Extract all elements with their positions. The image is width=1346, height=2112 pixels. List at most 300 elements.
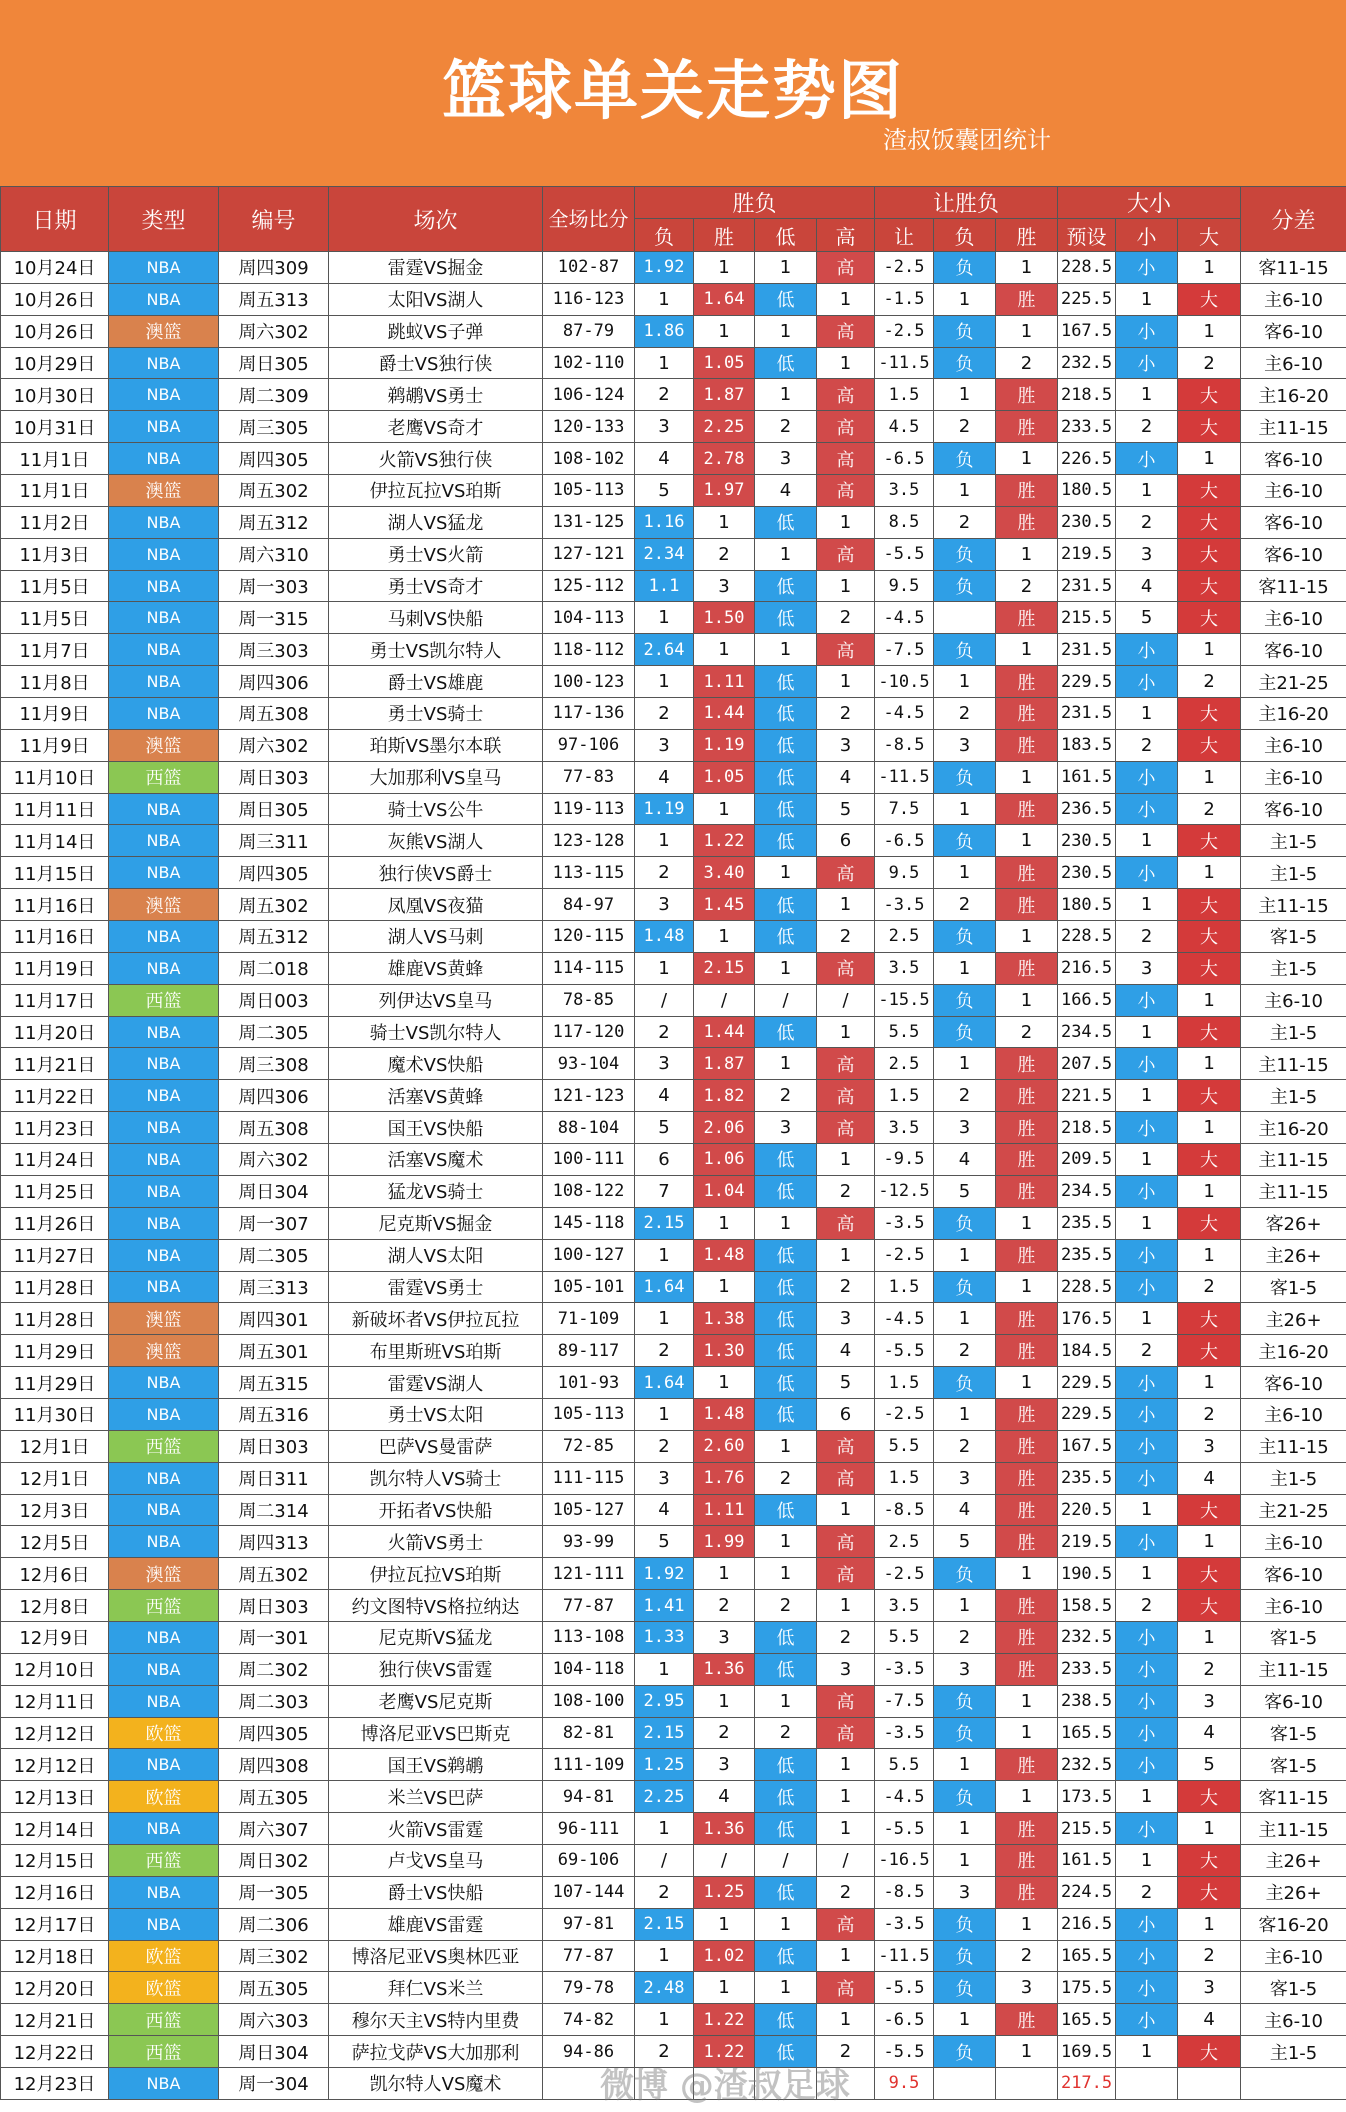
cell-low: 低 (755, 729, 817, 761)
cell-rang: 4.5 (875, 411, 934, 443)
cell-small: 小 (1116, 857, 1178, 889)
cell-small: 小 (1116, 1621, 1178, 1653)
title-banner (0, 0, 1346, 186)
cell-code: 周五308 (219, 1112, 329, 1144)
cell-match: 骑士VS凯尔特人 (329, 1016, 543, 1048)
cell-low: 1 (755, 952, 817, 984)
cell-low: 1 (755, 1972, 817, 2004)
cell-hlose: 3 (934, 1112, 996, 1144)
cell-small: 小 (1116, 1685, 1178, 1717)
cell-code: 周五312 (219, 921, 329, 953)
cell-score: 100-111 (543, 1144, 635, 1176)
cell-small: 小 (1116, 1462, 1178, 1494)
cell-big: 1 (1178, 634, 1241, 666)
cell-hwin: 胜 (996, 283, 1058, 315)
cell-type: 欧篮 (109, 1972, 219, 2004)
cell-rang: -10.5 (875, 666, 934, 698)
cell-margin: 客1-5 (1241, 1271, 1346, 1303)
cell-code: 周二303 (219, 1685, 329, 1717)
cell-high: 4 (817, 1335, 875, 1367)
cell-date: 11月11日 (1, 793, 109, 825)
cell-preset: 216.5 (1058, 1908, 1116, 1940)
cell-score: 96-111 (543, 1813, 635, 1845)
cell-small: 5 (1116, 602, 1178, 634)
table-row (1, 1749, 1346, 1781)
cell-small: 小 (1116, 2004, 1178, 2036)
cell-type: NBA (109, 698, 219, 730)
cell-high: 高 (817, 1207, 875, 1239)
table-row (1, 729, 1346, 761)
cell-date: 12月8日 (1, 1590, 109, 1622)
cell-win: 1.97 (694, 475, 755, 507)
cell-hwin: 胜 (996, 1144, 1058, 1176)
cell-small: 小 (1116, 443, 1178, 475)
cell-match: 珀斯VS墨尔本联 (329, 729, 543, 761)
cell-type: 西篮 (109, 2036, 219, 2068)
table-row (1, 666, 1346, 698)
cell-preset: 220.5 (1058, 1494, 1116, 1526)
cell-low: 低 (755, 1271, 817, 1303)
cell-code: 周一315 (219, 602, 329, 634)
cell-code: 周六310 (219, 538, 329, 570)
cell-preset: 173.5 (1058, 1781, 1116, 1813)
cell-score: 106-124 (543, 379, 635, 411)
cell-low: 低 (755, 2036, 817, 2068)
cell-match: 国王VS快船 (329, 1112, 543, 1144)
cell-score: 123-128 (543, 825, 635, 857)
cell-code: 周三313 (219, 1271, 329, 1303)
table-row (1, 761, 1346, 793)
cell-margin: 客26+ (1241, 1207, 1346, 1239)
cell-hlose: 4 (934, 1494, 996, 1526)
cell-hlose: 4 (934, 1144, 996, 1176)
cell-margin: 主6-10 (1241, 602, 1346, 634)
cell-lose: 7 (635, 1175, 694, 1207)
header-code: 编号 (219, 187, 329, 252)
cell-win: 1.76 (694, 1462, 755, 1494)
cell-match: 卢戈VS皇马 (329, 1844, 543, 1876)
cell-hlose: 3 (934, 729, 996, 761)
cell-match: 活塞VS魔术 (329, 1144, 543, 1176)
cell-margin: 客1-5 (1241, 1749, 1346, 1781)
cell-small: 小 (1116, 1940, 1178, 1972)
cell-hlose: 1 (934, 1398, 996, 1430)
cell-rang: 3.5 (875, 1112, 934, 1144)
cell-high: 高 (817, 538, 875, 570)
cell-hlose: 2 (934, 889, 996, 921)
cell-big: 大 (1178, 1781, 1241, 1813)
cell-match: 约文图特VS格拉纳达 (329, 1590, 543, 1622)
cell-code: 周日304 (219, 1175, 329, 1207)
cell-date: 11月25日 (1, 1175, 109, 1207)
cell-date: 11月20日 (1, 1016, 109, 1048)
cell-preset: 230.5 (1058, 506, 1116, 538)
cell-match: 独行侠VS雷霆 (329, 1653, 543, 1685)
cell-match: 尼克斯VS猛龙 (329, 1621, 543, 1653)
cell-big: 大 (1178, 570, 1241, 602)
cell-match: 凯尔特人VS魔术 (329, 2067, 543, 2099)
cell-preset: 232.5 (1058, 1749, 1116, 1781)
cell-match: 老鹰VS尼克斯 (329, 1685, 543, 1717)
cell-win: 1 (694, 1685, 755, 1717)
cell-date: 12月23日 (1, 2067, 109, 2099)
cell-preset: 218.5 (1058, 379, 1116, 411)
cell-code: 周一307 (219, 1207, 329, 1239)
cell-type: NBA (109, 1016, 219, 1048)
cell-lose: 1.16 (635, 506, 694, 538)
cell-score: 101-93 (543, 1367, 635, 1399)
cell-score: 84-97 (543, 889, 635, 921)
cell-date: 12月1日 (1, 1462, 109, 1494)
cell-small: 1 (1116, 1016, 1178, 1048)
cell-lose: 4 (635, 1080, 694, 1112)
cell-low: 1 (755, 634, 817, 666)
cell-big: 大 (1178, 1494, 1241, 1526)
cell-win: 4 (694, 1781, 755, 1813)
cell-date: 10月26日 (1, 315, 109, 347)
cell-type: NBA (109, 1876, 219, 1908)
cell-code: 周二306 (219, 1908, 329, 1940)
cell-type: NBA (109, 793, 219, 825)
table-row (1, 1940, 1346, 1972)
cell-big: 大 (1178, 729, 1241, 761)
cell-date: 11月23日 (1, 1112, 109, 1144)
cell-rang: -11.5 (875, 1940, 934, 1972)
cell-big: 大 (1178, 698, 1241, 730)
cell-win: 1 (694, 634, 755, 666)
cell-high: 高 (817, 1462, 875, 1494)
cell-hwin: 1 (996, 315, 1058, 347)
cell-low: 低 (755, 1239, 817, 1271)
cell-score: 120-133 (543, 411, 635, 443)
cell-margin: 客6-10 (1241, 538, 1346, 570)
cell-score: 104-118 (543, 1653, 635, 1685)
table-row (1, 1144, 1346, 1176)
cell-preset: 230.5 (1058, 825, 1116, 857)
header-rang: 让 (875, 219, 934, 252)
cell-hlose: 1 (934, 1303, 996, 1335)
cell-date: 12月16日 (1, 1876, 109, 1908)
cell-low: 低 (755, 1940, 817, 1972)
cell-rang: -3.5 (875, 1207, 934, 1239)
cell-hlose: 负 (934, 1908, 996, 1940)
cell-margin: 主6-10 (1241, 729, 1346, 761)
cell-hlose: 负 (934, 1940, 996, 1972)
cell-code: 周二314 (219, 1494, 329, 1526)
cell-margin: 客1-5 (1241, 921, 1346, 953)
table-row (1, 1813, 1346, 1845)
cell-preset: 167.5 (1058, 1430, 1116, 1462)
cell-rang: -5.5 (875, 2036, 934, 2068)
cell-lose: 2.25 (635, 1781, 694, 1813)
cell-high: 1 (817, 2004, 875, 2036)
cell-preset: 216.5 (1058, 952, 1116, 984)
cell-rang: -12.5 (875, 1175, 934, 1207)
cell-lose: 5 (635, 475, 694, 507)
cell-match: 勇士VS奇才 (329, 570, 543, 602)
cell-code: 周二309 (219, 379, 329, 411)
cell-date: 11月22日 (1, 1080, 109, 1112)
cell-hlose: 负 (934, 634, 996, 666)
cell-win: 1.36 (694, 1653, 755, 1685)
cell-big: 3 (1178, 1430, 1241, 1462)
cell-preset: 225.5 (1058, 283, 1116, 315)
table-row (1, 857, 1346, 889)
cell-big: 大 (1178, 506, 1241, 538)
cell-type: 西篮 (109, 1430, 219, 1462)
cell-hlose: 负 (934, 252, 996, 284)
cell-big: 大 (1178, 1303, 1241, 1335)
cell-high: 1 (817, 889, 875, 921)
cell-win: 3.40 (694, 857, 755, 889)
cell-hwin: 胜 (996, 857, 1058, 889)
cell-small: 小 (1116, 1972, 1178, 2004)
table-row (1, 1685, 1346, 1717)
cell-date: 11月29日 (1, 1367, 109, 1399)
cell-score: 131-125 (543, 506, 635, 538)
cell-score: 100-123 (543, 666, 635, 698)
cell-win: 2 (694, 1590, 755, 1622)
cell-date: 11月24日 (1, 1144, 109, 1176)
cell-hwin: 1 (996, 1908, 1058, 1940)
cell-code: 周四309 (219, 252, 329, 284)
cell-code: 周日303 (219, 761, 329, 793)
cell-small: 小 (1116, 1717, 1178, 1749)
cell-rang: -11.5 (875, 761, 934, 793)
cell-score: 113-108 (543, 1621, 635, 1653)
cell-score: 74-82 (543, 2004, 635, 2036)
cell-type: NBA (109, 1494, 219, 1526)
cell-lose: 5 (635, 1112, 694, 1144)
cell-lose: 3 (635, 889, 694, 921)
cell-date: 12月3日 (1, 1494, 109, 1526)
cell-type: NBA (109, 538, 219, 570)
cell-type: 澳篮 (109, 1335, 219, 1367)
cell-type: NBA (109, 1526, 219, 1558)
cell-big: 1 (1178, 443, 1241, 475)
cell-match: 雷霆VS掘金 (329, 252, 543, 284)
cell-lose: 1.48 (635, 921, 694, 953)
cell-win: 1.11 (694, 1494, 755, 1526)
cell-rang: -4.5 (875, 1781, 934, 1813)
cell-hlose: 负 (934, 1717, 996, 1749)
cell-margin: 主11-15 (1241, 1144, 1346, 1176)
cell-win: 1 (694, 921, 755, 953)
cell-small: 小 (1116, 1112, 1178, 1144)
cell-preset: 166.5 (1058, 984, 1116, 1016)
cell-type: NBA (109, 1144, 219, 1176)
cell-rang: -5.5 (875, 1972, 934, 2004)
cell-match: 太阳VS湖人 (329, 283, 543, 315)
cell-margin: 客11-15 (1241, 252, 1346, 284)
cell-score: 94-81 (543, 1781, 635, 1813)
cell-hlose: 5 (934, 1175, 996, 1207)
cell-win: 1.19 (694, 729, 755, 761)
cell-match: 爵士VS独行侠 (329, 347, 543, 379)
cell-match: 列伊达VS皇马 (329, 984, 543, 1016)
cell-code: 周日305 (219, 347, 329, 379)
cell-match: 凤凰VS夜猫 (329, 889, 543, 921)
cell-hlose: 2 (934, 1335, 996, 1367)
cell-rang: -6.5 (875, 2004, 934, 2036)
cell-preset: 165.5 (1058, 1717, 1116, 1749)
cell-win: 1.87 (694, 379, 755, 411)
cell-high: 高 (817, 1526, 875, 1558)
cell-preset: 229.5 (1058, 1367, 1116, 1399)
cell-code: 周六307 (219, 1813, 329, 1845)
cell-score: 69-106 (543, 1844, 635, 1876)
cell-big: 1 (1178, 761, 1241, 793)
cell-low: 低 (755, 602, 817, 634)
cell-big: 大 (1178, 889, 1241, 921)
cell-high: 1 (817, 1590, 875, 1622)
cell-preset: 228.5 (1058, 252, 1116, 284)
cell-big: 2 (1178, 1653, 1241, 1685)
cell-hlose: 负 (934, 570, 996, 602)
header-small: 小 (1116, 219, 1178, 252)
cell-match: 伊拉瓦拉VS珀斯 (329, 475, 543, 507)
cell-match: 新破坏者VS伊拉瓦拉 (329, 1303, 543, 1335)
cell-score: 104-113 (543, 602, 635, 634)
cell-margin: 主26+ (1241, 1239, 1346, 1271)
cell-hlose: 2 (934, 1430, 996, 1462)
cell-lose: 2.64 (635, 634, 694, 666)
cell-rang: -5.5 (875, 538, 934, 570)
cell-rang: -7.5 (875, 1685, 934, 1717)
cell-code: 周三302 (219, 1940, 329, 1972)
cell-score: 108-102 (543, 443, 635, 475)
cell-rang: 1.5 (875, 1271, 934, 1303)
header-ou: 大小 (1058, 187, 1241, 219)
cell-hwin: 胜 (996, 1844, 1058, 1876)
cell-rang: 5.5 (875, 1749, 934, 1781)
cell-date: 11月2日 (1, 506, 109, 538)
cell-hlose: 负 (934, 1016, 996, 1048)
cell-big: 2 (1178, 1398, 1241, 1430)
cell-margin: 主6-10 (1241, 347, 1346, 379)
cell-high: 高 (817, 411, 875, 443)
cell-rang: -8.5 (875, 1876, 934, 1908)
cell-type: 欧篮 (109, 1781, 219, 1813)
cell-date: 11月14日 (1, 825, 109, 857)
cell-small: 1 (1116, 1303, 1178, 1335)
cell-low: 低 (755, 1398, 817, 1430)
cell-score: 121-123 (543, 1080, 635, 1112)
cell-high: 1 (817, 666, 875, 698)
cell-code: 周二302 (219, 1653, 329, 1685)
cell-rang: -2.5 (875, 252, 934, 284)
cell-lose: 4 (635, 443, 694, 475)
table-row (1, 475, 1346, 507)
cell-score: 89-117 (543, 1335, 635, 1367)
cell-code: 周五313 (219, 283, 329, 315)
cell-big: 大 (1178, 602, 1241, 634)
cell-small: 小 (1116, 761, 1178, 793)
cell-small: 小 (1116, 252, 1178, 284)
cell-lose: 2 (635, 1430, 694, 1462)
cell-type: NBA (109, 952, 219, 984)
cell-code: 周三311 (219, 825, 329, 857)
cell-rang: 9.5 (875, 2067, 934, 2099)
cell-lose: 3 (635, 1462, 694, 1494)
cell-margin: 主16-20 (1241, 1335, 1346, 1367)
cell-code: 周四305 (219, 443, 329, 475)
cell-score: 71-109 (543, 1303, 635, 1335)
cell-high: 高 (817, 1717, 875, 1749)
cell-type: 澳篮 (109, 475, 219, 507)
table-row (1, 1590, 1346, 1622)
cell-high: / (817, 1844, 875, 1876)
cell-low: / (755, 984, 817, 1016)
cell-preset: 184.5 (1058, 1335, 1116, 1367)
cell-margin: 客6-10 (1241, 793, 1346, 825)
cell-date: 11月7日 (1, 634, 109, 666)
cell-win: 2.25 (694, 411, 755, 443)
cell-low: 低 (755, 1813, 817, 1845)
cell-win: 2.06 (694, 1112, 755, 1144)
cell-code: 周六302 (219, 315, 329, 347)
cell-big: 5 (1178, 1749, 1241, 1781)
cell-win: 1.44 (694, 1016, 755, 1048)
cell-date: 12月14日 (1, 1813, 109, 1845)
page-title: 篮球单关走势图 (442, 54, 904, 129)
cell-high: 3 (817, 1653, 875, 1685)
cell-margin: 主26+ (1241, 1876, 1346, 1908)
table-row (1, 411, 1346, 443)
cell-preset: 235.5 (1058, 1239, 1116, 1271)
cell-preset: 218.5 (1058, 1112, 1116, 1144)
table-row (1, 634, 1346, 666)
cell-match: 萨拉戈萨VS大加那利 (329, 2036, 543, 2068)
cell-hwin: 1 (996, 1717, 1058, 1749)
page-subtitle: 渣叔饭囊团统计 (883, 126, 1051, 154)
cell-match: 猛龙VS骑士 (329, 1175, 543, 1207)
cell-small: 2 (1116, 411, 1178, 443)
cell-rang: -8.5 (875, 1494, 934, 1526)
cell-small: 1 (1116, 698, 1178, 730)
cell-high: 1 (817, 1749, 875, 1781)
cell-margin: 主26+ (1241, 1303, 1346, 1335)
cell-high: 高 (817, 252, 875, 284)
cell-margin: 主11-15 (1241, 1175, 1346, 1207)
table-row (1, 1271, 1346, 1303)
cell-code: 周日303 (219, 1590, 329, 1622)
cell-preset: 235.5 (1058, 1462, 1116, 1494)
cell-date: 12月10日 (1, 1653, 109, 1685)
cell-match: 博洛尼亚VS奥林匹亚 (329, 1940, 543, 1972)
cell-score: 77-87 (543, 1590, 635, 1622)
cell-low: 低 (755, 1749, 817, 1781)
table-row (1, 1717, 1346, 1749)
cell-type: 西篮 (109, 1590, 219, 1622)
cell-low: 1 (755, 1526, 817, 1558)
cell-win: 1.22 (694, 825, 755, 857)
cell-big: 大 (1178, 2036, 1241, 2068)
cell-score: 100-127 (543, 1239, 635, 1271)
cell-big (1178, 2067, 1241, 2099)
cell-high: 1 (817, 1016, 875, 1048)
cell-hlose: 负 (934, 761, 996, 793)
cell-high: 2 (817, 1271, 875, 1303)
cell-score: 119-113 (543, 793, 635, 825)
cell-win: 1.44 (694, 698, 755, 730)
table-row (1, 1844, 1346, 1876)
table-row (1, 379, 1346, 411)
cell-low: 1 (755, 1048, 817, 1080)
cell-high: / (817, 984, 875, 1016)
cell-hlose: 1 (934, 666, 996, 698)
cell-big: 3 (1178, 1685, 1241, 1717)
